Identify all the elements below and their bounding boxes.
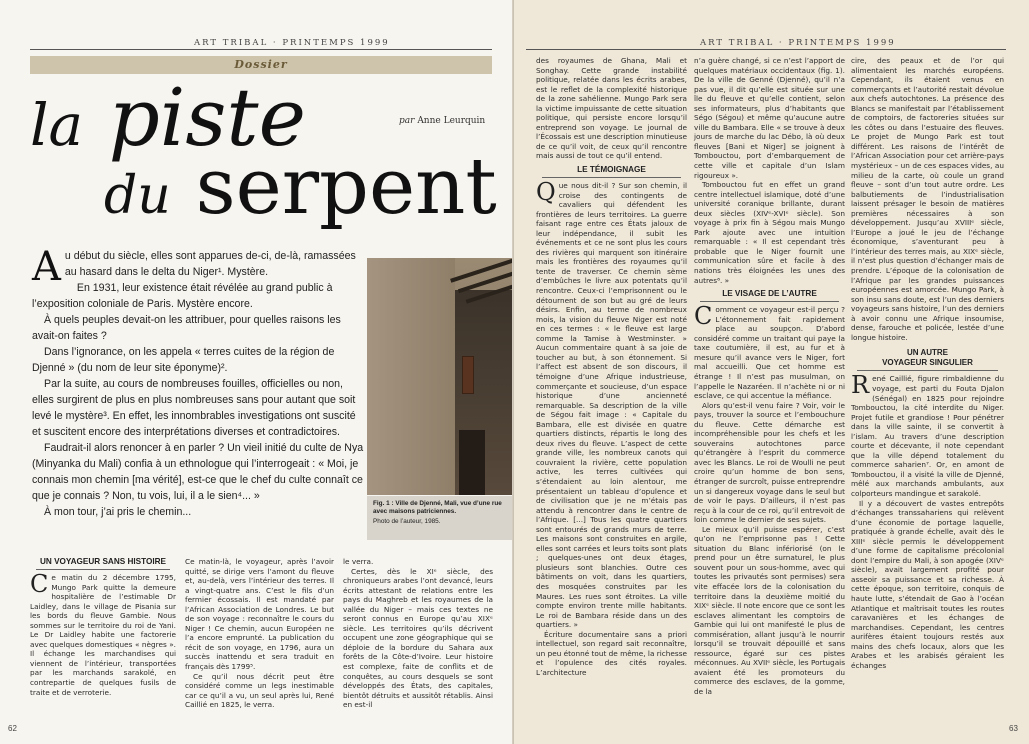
column-heading: UN VOYAGEUR SANS HISTOIRE bbox=[39, 557, 167, 566]
left-column-2 bbox=[185, 557, 334, 710]
intro-paragraph: Par la suite, au cours de nombreuses fouilles, officielles ou non, elles surgirent de plus en plus nombreuses sans pour autant que soit levé le mystère³. En effet, les innombrables investigations ont suscité et suscitent encore des interprétations diverses et contradictoires. bbox=[32, 378, 356, 438]
photo-window bbox=[462, 356, 474, 394]
column-paragraph: Le mieux qu’il puisse espérer, c’est qu’on ne l’emprisonne pas ! Cette situation du Blanc infériorisé (on le prend pour un être surnaturel, le plus souvent pour un sous-homme, avec qui toutes les privautés sont permises) sera vite effacée lors de la colonisation du territoire dans la deuxième moitié du XIXᵉ siècle. Il note encore que ce sont les esclaves alimentant les comptoirs de Gambie qui lui ont manifesté le plus de commisération, allant jusqu’à le nourrir lorsqu’il se trouvait dépouillé et sans ressource, égaré sur ces pistes méconnues. Au XVIIᵉ siècle, les Portugais avaient été les promoteurs du commerce des esclaves, de la gomme, de la bbox=[694, 524, 845, 696]
column-paragraph: Écriture documentaire sans a priori intellectuel, son regard sait reconnaître, un peu étonné tout de même, la richesse et l’opulence des cités royales. L’architecture bbox=[536, 629, 687, 677]
column-paragraph: Tombouctou fut en effet un grand centre intellectuel islamique, doté d’une université coranique brillante, durant deux siècles (XIVᵉ-XVIᵉ siècle). Son voyage à prix fin à Ségou mais Mungo Park ajoute avec une intuition remarquable : « Il est cependant très probable que le Niger fournit une communication sûre et facile à des nations très éloignées les unes des autres⁶. » bbox=[694, 180, 845, 285]
title-word-du: du bbox=[104, 166, 171, 226]
heading-rule bbox=[700, 301, 839, 302]
header-rule bbox=[30, 49, 492, 50]
title-word-la: la bbox=[30, 91, 84, 159]
caption-title: Fig. 1 : Ville de Djenné, Mali, vue d’une rue avec maisons patriciennes. bbox=[373, 500, 502, 515]
left-page bbox=[0, 0, 514, 744]
running-head: ART TRIBAL · PRINTEMPS 1999 bbox=[700, 38, 896, 48]
column-paragraph: Alors qu’est-il venu faire ? Voir, voir le pays, trouver la source et l’embouchure du fleuve. Cette démarche est incompréhensible pour les chefs et les souverains autochtones parce qu’étrangère à l’esprit du commerce avec les Blancs. Le roi de Woulli ne peut croire qu’un homme de bon sens, étranger de surcroît, puisse entreprendre un si dangereux voyage dans le seul but de voir le pays. D’ailleurs, il n’est pas reçu à la cour de ce roi, qu’il entrevoit de loin comme le dernier de ses sujets. bbox=[694, 400, 845, 525]
section-label: Dossier bbox=[234, 58, 288, 71]
left-column-3 bbox=[343, 557, 493, 710]
column-paragraph: Ce qu’il nous décrit peut être considéré comme un legs inestimable car ce qu’il a vu, un seul après lui, René Caillié en 1825, le verra. bbox=[185, 671, 334, 710]
column-paragraph: des royaumes de Ghana, Mali et Songhay. Cette grande instabilité politique, relatée dans les écrits arabes, est le reflet de la complexité historique de la zone sahélienne. Mungo Park sera la victime impuissante de cette situation politique, qui persiste encore lorsqu’il entreprend son voyage. Le journal de l’Écossais est une description minutieuse de ce qu’il voit, de ceux qu’il rencontre mais aussi de tout ce qu’il entend. bbox=[536, 56, 687, 161]
column-paragraph: Ce matin du 2 décembre 1795, Mungo Park quitte la demeure hospitalière de l’estimable Dr Laidley, dans le village de Pisania sur les bords du fleuve Gambie. Nous sommes sur le territoire du roi de Yani. Le Dr Laidley habite une factorerie avec quelques domestiques « nègres ». Il échange les marchandises qui viennent de l’intérieur, transportées par les marchands sarakolé, en contrepartie de quelques fusils de traite et de verroterie. bbox=[30, 570, 176, 697]
left-column-1 bbox=[30, 557, 176, 697]
drop-cap: Q bbox=[536, 178, 556, 207]
article-title-line2 bbox=[104, 142, 497, 232]
column-paragraph: Que nous dit-il ? Sur son chemin, il croise des contingents de cavaliers qui défendent les frontières de leurs territoires. La guerre faisant rage entre ces États jaloux de leur indépendance, il subit les événements et ce ne sont plus les cours des rivières qui marquent son itinéraire mais les frontières des royaumes qu’il tente de traverser. Ce chemin sème d’embûches le livre aux potentats qu’il rencontre. Ceux-ci l’emprisonnent ou le détournent de son but au gré de leurs désirs. Enfin, au terme de nombreux mois, la vision du fleuve Niger est noté en ces termes : « le fleuve est large comme la Tamise à Westminster. » Aucun commentaire quant à sa joie de toucher au but, à son étonnement. Si l’affect est absent de son discours, il témoigne d’une Afrique industrieuse, commerçante et soucieuse, d’un espace historique d’une ancienneté remarquable. Sa description de la ville de Ségou fait image : « Capitale du Bambara, elle est divisée en quatre quartiers distincts, répartis le long des deux rives du fleuve. L’aspect de cette grande ville, les nombreux canots qui couvraient la rivière, cette population active, les terres cultivées qui s’étendaient au loin alentour, me présentaient un tableau d’opulence et de civilisation que je ne m’étais pas attendu à rencontrer dans le centre de l’Afrique. [...] Tous les quatre quartiers sont entourés de grands murs de terre. Les maisons sont construites en argile, elles sont carrées et leurs toits sont plats ; quelques-unes ont deux étages, plusieurs sont blanchies. Outre ces bâtiments on voit, dans les quartiers, des mosquées construites par les Maures. Les rues sont étroites. La ville compte environ trente mille habitants. Le roi de Bambara réside dans un des quartiers. » bbox=[536, 178, 687, 630]
intro-paragraph: Au début du siècle, elles sont apparues de-ci, de-là, ramassées au hasard dans le delta du Niger¹. Mystère. bbox=[32, 244, 356, 290]
right-column-2 bbox=[694, 56, 845, 697]
intro-paragraph: En 1931, leur existence était révélée au grand public à l’exposition coloniale de Paris. Mystère encore. bbox=[32, 282, 333, 310]
drop-cap: C bbox=[30, 570, 49, 598]
drop-cap: R bbox=[851, 371, 870, 400]
column-paragraph: Il y a découvert de vastes entrepôts d’échanges transsahariens qui relèvent d’une économie de portage laquelle, pratiquée à grande échelle, avait dès le XIIIᵉ siècle permis le développement d’une forme de capitalisme précolonial dont l’empire du Mali, à son apogée (XIVᵉ siècle), avait largement profité pour asseoir sa puissance et sa richesse. À cette époque, son territoire, conquis de haute lutte, s’étendait de Gao à l’océan Atlantique et maîtrisait toutes les routes caravanières et les échanges de marchandises. Cependant, les centres aurifères étaient toujours restés aux mains des chefs locaux, alors que les Arabes et les arabisés géraient les échanges bbox=[851, 498, 1004, 670]
column-paragraph: cire, des peaux et de l’or qui alimentaient les marchés européens. Cependant, ils étaient venus en commerçants et l’autorité restait dévolue aux chefs autochtones. La présence des Blancs se manifestait par l’établissement de comptoirs, de factoreries situées sur les côtes ou dans l’estuaire des fleuves. Le projet de Mungo Park est tout différent. Les raisons de l’intérêt de l’African Association pour cet arrière-pays mystérieux – un de ces espaces vides, au milieu de la carte, où coule un grand fleuve – sont d’un tout autre ordre. Les balbutiements de l’industrialisation laissent présager le besoin de matières premières nécessaires à son développement. Jusqu’au XVIIIᵉ siècle, l’Europe a joué le jeu de l’échange économique, s’aventurant peu à l’intérieur des terres mais, au XIXᵉ siècle, il n’est plus question d’échanger mais de prendre. L’époque de la colonisation de l’Afrique par les grandes puissances européennes est amorcée. Mungo Park, à son insu sans doute, est l’un des derniers voyageurs sans histoire, l’un des derniers à avoir connu une Afrique insoumise, dense, farouche et policée, lestée d’une longue histoire. bbox=[851, 56, 1004, 342]
heading-rule bbox=[36, 569, 170, 570]
photo-caption bbox=[367, 496, 512, 540]
column-heading-line: UN AUTRE bbox=[906, 348, 949, 358]
djenne-street-photo bbox=[367, 258, 512, 495]
right-column-1 bbox=[536, 56, 687, 677]
page-number: 63 bbox=[1009, 724, 1018, 733]
title-word-piste: piste bbox=[108, 71, 306, 164]
column-heading-line: VOYAGEUR SINGULIER bbox=[882, 358, 973, 368]
column-paragraph: Comment ce voyageur est-il perçu ? L’étonnement fait rapidement place au soupçon. D’abord considéré comme un traitant qui paye la taxe coutumière, il est, au fur et à mesure qu’il avance vers le Niger, fort mal accueilli. Que cet homme est étrange ! Il n’est pas musulman, on l’appelle le Nazaréen. Il n’achète ni or ni esclave, ce qui accentue la méfiance. bbox=[694, 302, 845, 401]
intro-paragraph: À mon tour, j’ai pris le chemin... bbox=[44, 506, 192, 518]
column-paragraph: n’a guère changé, si ce n’est l’apport de quelques matériaux occidentaux (fig. 1). De la ville de Genné (Djenné), qu’il n’a pas vue, il dit qu’elle est située sur une île du fleuve et qu’elle contient, selon ses informateurs, plus d’habitants que Ségo (Ségou) et même qu’aucune autre ville du Bambara. Elle « se trouve à deux jours de marche du lac Débo, là où deux fleuves [Bani et Niger] se joignent à Tombouctou, port d’embarquement de cette ville et capitale d’un Islam rigoureux ». bbox=[694, 56, 845, 180]
right-page bbox=[514, 0, 1029, 744]
intro-paragraph: Dans l’ignorance, on les appela « terres cuites de la région de Djenné » (du nom de leur site éponyme)². bbox=[32, 346, 335, 374]
column-paragraph: René Caillié, figure rimbaldienne du voyage, est parti du Fouta Djalon (Sénégal) en 1825 pour rejoindre Tombouctou, la cité interdite du Niger. Projet futile et grandiose ! Pour pénétrer dans la ville sainte, il se convertit à l’islam. Au travers d’une description courte et décevante, il note cependant que la ville dépend totalement du commerce saharien⁷. Or, en amont de Tombouctou, il a visité la ville de Djenné, mêlé aux marchands ambulants, aux colporteurs mandingue et sarakolé. bbox=[851, 371, 1004, 498]
intro-paragraph: À quels peuples devait-on les attribuer, pour quelles raisons les avait-on faites ? bbox=[32, 314, 341, 342]
drop-cap: C bbox=[694, 302, 713, 331]
right-column-3 bbox=[851, 56, 1004, 670]
running-head: ART TRIBAL · PRINTEMPS 1999 bbox=[194, 38, 390, 48]
heading-rule bbox=[857, 370, 998, 371]
byline bbox=[399, 116, 485, 126]
column-paragraph: Ce matin-là, le voyageur, après l’avoir quitté, se dirige vers l’amont du fleuve et, au-delà, vers l’intérieur des terres. Il a vingt-quatre ans. C’est le fils d’un fermier écossais. Il est mandaté par l’African Association de Londres. Le but de son voyage : reconnaître le cours du Niger ! Ce chemin, aucun Européen ne l’a encore emprunté. La publication du récit de son voyage, en 1796, aura un succès inattendu et sera traduit en français dès 1799⁵. bbox=[185, 557, 334, 672]
column-heading: LE TÉMOIGNAGE bbox=[577, 165, 646, 175]
column-heading: LE VISAGE DE L’AUTRE bbox=[722, 289, 817, 299]
byline-author: Anne Leurquin bbox=[417, 116, 486, 126]
intro-paragraph: Faudrait-il alors renoncer à en parler ? Un vieil initié du culte de Nya (Minyanka du Mali) confia à un ethnologue qui l’interrogeait : « Moi, je connais mon chemin [ma vérité], est-ce que le chef du culte connaît ce que je connais ? Non, tu vois, lui, il a le sien⁴... » bbox=[32, 442, 364, 502]
byline-prefix: par bbox=[399, 116, 415, 126]
title-word-serpent: serpent bbox=[195, 142, 497, 232]
column-paragraph: le verra. bbox=[343, 557, 374, 566]
caption-credit: Photo de l’auteur, 1985. bbox=[373, 518, 441, 525]
page-number: 62 bbox=[8, 724, 17, 733]
photo-wall bbox=[367, 258, 455, 495]
photo-door bbox=[459, 430, 485, 495]
column-paragraph: Certes, dès le XIᵉ siècle, des chroniqueurs arabes l’ont devancé, leurs écrits attestant de relations entre les pays du Maghreb et les royaumes de la vallée du Niger – mais ces textes ne seront connus en Europe qu’au XIXᵉ siècle. Les territoires qu’ils décrivent occupent une zone géographique qui se déploie de la bordure du Sahara aux forêts de la Côte-d’Ivoire. Leur histoire est complexe, faite de conflits et de conquêtes, au cours desquels se sont développés des États, des capitales, bientôt détruits et aussitôt rétablis. Ainsi en est-il bbox=[343, 566, 493, 710]
heading-rule bbox=[542, 177, 681, 178]
intro-text bbox=[32, 244, 365, 520]
header-rule bbox=[526, 49, 1006, 50]
intro-drop-cap: A bbox=[32, 244, 61, 290]
